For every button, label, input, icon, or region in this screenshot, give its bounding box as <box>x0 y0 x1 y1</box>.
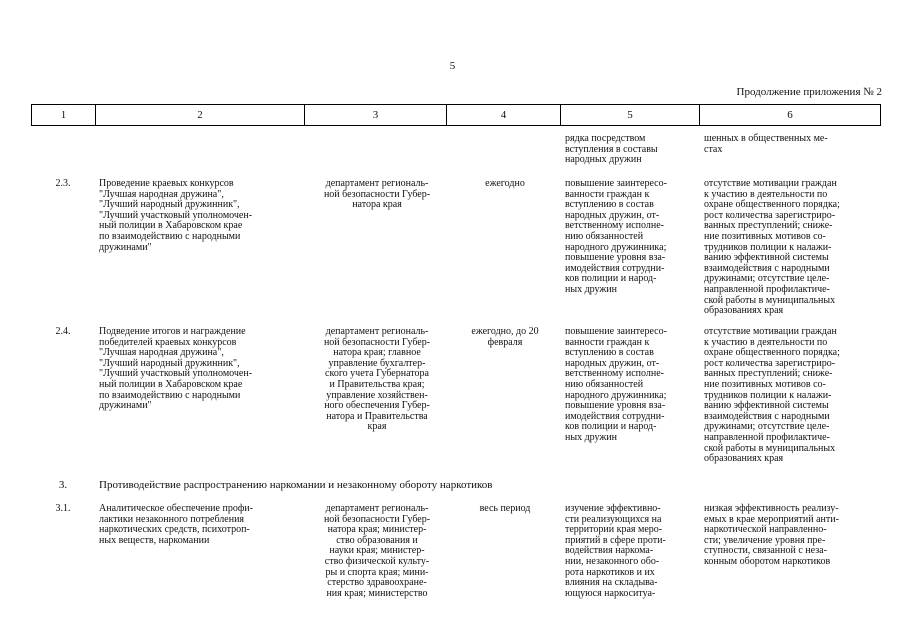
header-col-2: 2 <box>96 105 305 125</box>
row-3-1-consequence: низкая эффективность реализу- емых в крае мероприятий анти- наркотической направленно- сти; увеличение уровня пре- ступности, связанной с неза- конным оборотом наркотиков <box>704 503 839 567</box>
row-3-1-term: весь период <box>479 503 531 514</box>
continuation-label: Продолжение приложения № 2 <box>736 86 882 98</box>
row-2-3-consequence: отсутствие мотивации граждан к участию в деятельности по охране общественного порядка; рост количества зарегистриро- ванных преступлений; сниже- ние позитивных мотивов со- трудников полиции к налажи- ванию эффективной системы взаимодействия с народными дружинами; отсутствие целе- направленной профилактиче- ской работы в муниципальных образованиях края <box>704 178 840 317</box>
table-header <box>31 104 881 126</box>
header-col-6: 6 <box>787 109 793 121</box>
row-2-3-executor: департамент региональ- ной безопасности Губер- натора края <box>323 178 431 211</box>
header-col-4: 4 <box>447 105 561 125</box>
header-col-1: 1 <box>32 105 96 125</box>
row-2-4-action: Подведение итогов и награждение победителей краевых конкурсов "Лучшая народная дружина", "Лучший народный дружинник", "Лучший участковый уполномочен- ный полиции в Хабаровском крае по взаимодействию с народными дружинами" <box>99 326 253 412</box>
row-3-1-executor: департамент региональ- ной безопасности Губер- натора края; министер- ство образования и науки края; министер- ство физической культу- ры и спорта края; мини- стерство здравоохране- ния края; министерство <box>323 503 431 599</box>
row-2-4-term: ежегодно, до 20 февраля <box>471 326 539 348</box>
row-2-3-result: повышение заинтересо- ванности граждан к вступлению в состав народных дружин, от- ветственному исполне- нию обязанностей народного дружинника; повышение уровня вза- имодействия сотрудни- ков полиции и народ- ных дружин <box>565 178 667 295</box>
row-3-1-action: Аналитическое обеспечение профи- лактики незаконного потребления наркотических средств, психотроп- ных веществ, наркомании <box>99 503 253 546</box>
row-3-1-result: изучение эффективно- сти реализующихся на территории края меро- приятий в сфере проти- водействия наркома- нии, незаконного обо- рота наркотиков и их влияния на складыва- ющуюся наркоситуа- <box>565 503 666 599</box>
header-col-5: 5 <box>561 105 700 125</box>
section-3-num: 3. <box>58 479 68 491</box>
row-2-4-num: 2.4. <box>55 326 71 337</box>
carryover-result: рядка посредством вступления в составы народных дружин <box>565 133 658 166</box>
page-number: 5 <box>449 60 456 72</box>
row-2-3-term: ежегодно <box>485 178 525 189</box>
row-2-4-result: повышение заинтересо- ванности граждан к вступлению в состав народных дружин, от- ветственному исполне- нию обязанностей народного дружинника; повышение уровня вза- имодействия сотрудни- ков полиции и народ- ных дружин <box>565 326 667 443</box>
section-3-title: Противодействие распространению наркомании и незаконному обороту наркотиков <box>99 479 493 491</box>
row-2-3-num: 2.3. <box>55 178 71 189</box>
carryover-consequence: шенных в общественных ме- стах <box>704 133 828 155</box>
row-2-3-action: Проведение краевых конкурсов "Лучшая народная дружина", "Лучший народный дружинник", "Лучший участковый уполномочен- ный полиции в Хабаровском крае по взаимодействию с народными дружинами" <box>99 178 253 253</box>
row-2-4-consequence: отсутствие мотивации граждан к участию в деятельности по охране общественного порядка; рост количества зарегистриро- ванных преступлений; сниже- ние позитивных мотивов со- трудников полиции к налажи- ванию эффективной системы взаимодействия с народными дружинами; отсутствие целе- направленной профилактиче- ской работы в муниципальных образованиях края <box>704 326 840 465</box>
row-2-4-executor: департамент региональ- ной безопасности Губер- натора края; главное управление бухгалтер- ского учета Губернатора и Правительства края; управление хозяйствен- ного обеспечения Губер- натора и Правительства края <box>323 326 431 433</box>
header-col-3: 3 <box>305 105 447 125</box>
row-3-1-num: 3.1. <box>55 503 71 514</box>
